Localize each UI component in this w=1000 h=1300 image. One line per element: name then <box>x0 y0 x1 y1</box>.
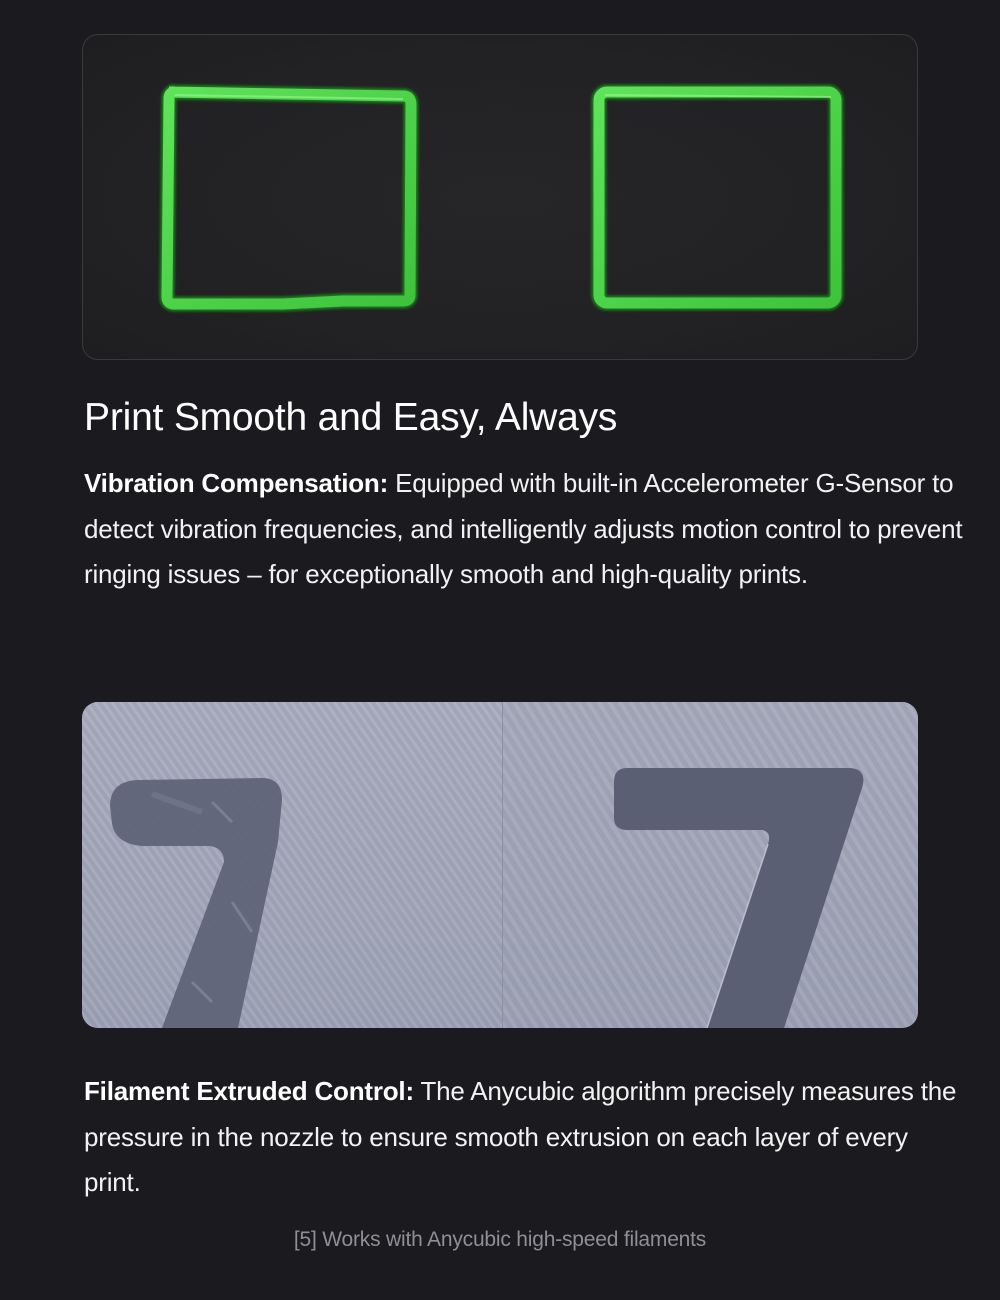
printed-squares-graphic <box>83 35 918 360</box>
feature-lead: Filament Extruded Control: <box>84 1076 414 1106</box>
feature-vibration-compensation <box>84 461 964 598</box>
feature-body: Equipped with built-in Accelerometer G-Sensor to detect vibration frequencies, and intelligently adjusts motion control to prevent ringing issues – for exceptionally smooth and high-quality prints. <box>84 468 963 589</box>
number-seven-comparison-photo <box>82 702 918 1028</box>
feature-body: The Anycubic algorithm precisely measures the pressure in the nozzle to ensure smooth extrusion on each layer of every print. <box>84 1076 957 1197</box>
feature-lead: Vibration Compensation: <box>84 468 389 498</box>
right-square-outline <box>599 92 836 303</box>
green-squares-photo <box>82 34 918 360</box>
seven-glyphs-graphic <box>82 702 918 1028</box>
feature-filament-extruded-control <box>84 1069 964 1206</box>
right-seven-glyph <box>614 768 863 1028</box>
left-seven-glyph <box>110 778 282 1028</box>
footnote: [5] Works with Anycubic high-speed filaments <box>293 1228 707 1251</box>
section-title: Print Smooth and Easy, Always <box>84 396 618 439</box>
left-square-outline <box>167 92 411 304</box>
